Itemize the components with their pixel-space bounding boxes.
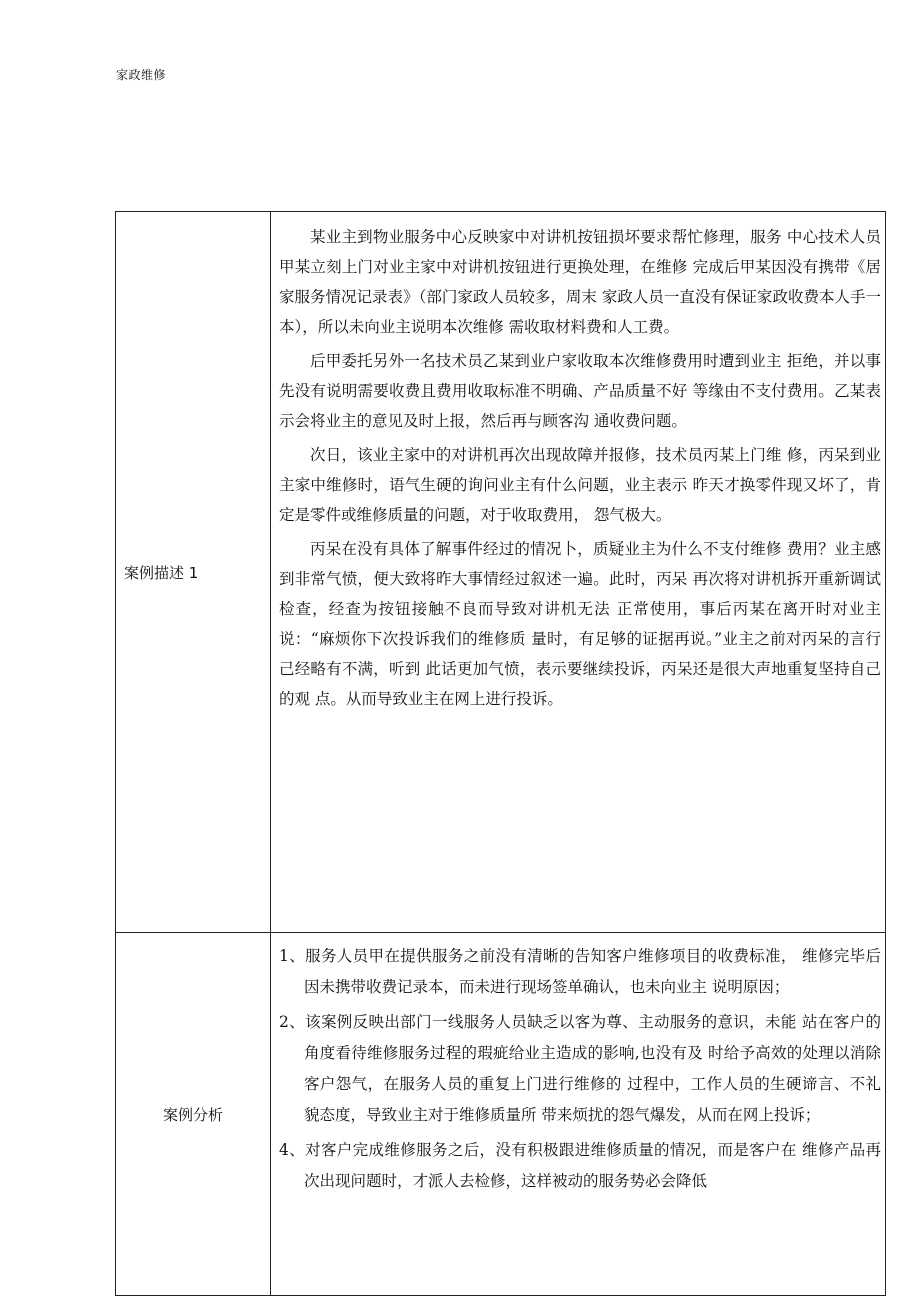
description-paragraph: 次日，该业主家中的对讲机再次出现故障并报修，技术员丙某上门维 修，丙呆到业主家中维修时，语气生硬的询问业主有什么问题，业主表示 昨天才换零件现又坏了，肯定是零件或维修质量的问题，对于收取费用， 怨气极大。 bbox=[279, 446, 881, 524]
case-description-row bbox=[116, 212, 886, 933]
case-description-label: 案例描述 1 bbox=[116, 212, 271, 933]
case-analysis-content bbox=[271, 933, 886, 1296]
analysis-item: 2、该案例反映出部门一线服务人员缺乏以客为尊、主动服务的意识，未能 站在客户的角度看待维修服务过程的瑕疵给业主造成的影响,也没有及 时给予高效的处理以消除客户怨气，在服务人员的重复上门进行维修的 过程中，工作人员的生硬谛言、不礼貌态度，导致业主对于维修质量所 带来烦扰的怨气爆发，从而在网上投诉； bbox=[279, 1013, 881, 1124]
analysis-item: 1、服务人员甲在提供服务之前没有清晰的告知客户维修项目的收费标准， 维修完毕后因未携带收费记录本，而未进行现场签单确认，也未向业主 说明原因； bbox=[279, 947, 881, 996]
description-paragraph: 丙呆在没有具体了解事件经过的情况卜，质疑业主为什么不支付维修 费用？业主感到非常气愤，便大致将昨大事情经过叙述一遍。此时，丙呆 再次将对讲机拆开重新调试检查，经查为按钮接触不良而导致对讲机无法 正常使用，事后丙某在离开时对业主说：“麻烦你下次投诉我们的维修质 量时，有足够的证据再说。”业主之前对丙呆的言行己经略有不满，听到 此话更加气愤，表示要继续投诉，丙呆还是很大声地重复坚持自己的观 点。从而导致业主在网上进行投诉。 bbox=[279, 540, 881, 708]
case-description-content bbox=[271, 212, 886, 933]
analysis-item: 4、对客户完成维修服务之后，没有积极跟进维修质量的情况，而是客户在 维修产品再次出现问题时，才派人去检修，这样被动的服务势必会降低 bbox=[279, 1141, 881, 1190]
case-table bbox=[115, 211, 886, 1296]
description-paragraph: 某业主到物业服务中心反映家中对讲机按钮损坏要求帮忙修理，服务 中心技术人员甲某立刻上门对业主家中对讲机按钮进行更换处理，在维修 完成后甲某因没有携带《居家服务情况记录表》（部门家政人员较多，周末 家政人员一直没有保证家政收费本人手一本），所以未向业主说明本次维修 需收取材料费和人工费。 bbox=[279, 228, 881, 336]
case-analysis-row bbox=[116, 933, 886, 1296]
document-header-title: 家政维修 bbox=[116, 68, 167, 82]
case-analysis-label: 案例分析 bbox=[116, 933, 271, 1296]
description-paragraph: 后甲委托另外一名技术员乙某到业户家收取本次维修费用时遭到业主 拒绝，并以事先没有说明需要收费且费用收取标准不明确、产品质量不好 等缘由不支付费用。乙某表示会将业主的意见及时上报，然后再与顾客沟 通收费问题。 bbox=[279, 352, 881, 430]
